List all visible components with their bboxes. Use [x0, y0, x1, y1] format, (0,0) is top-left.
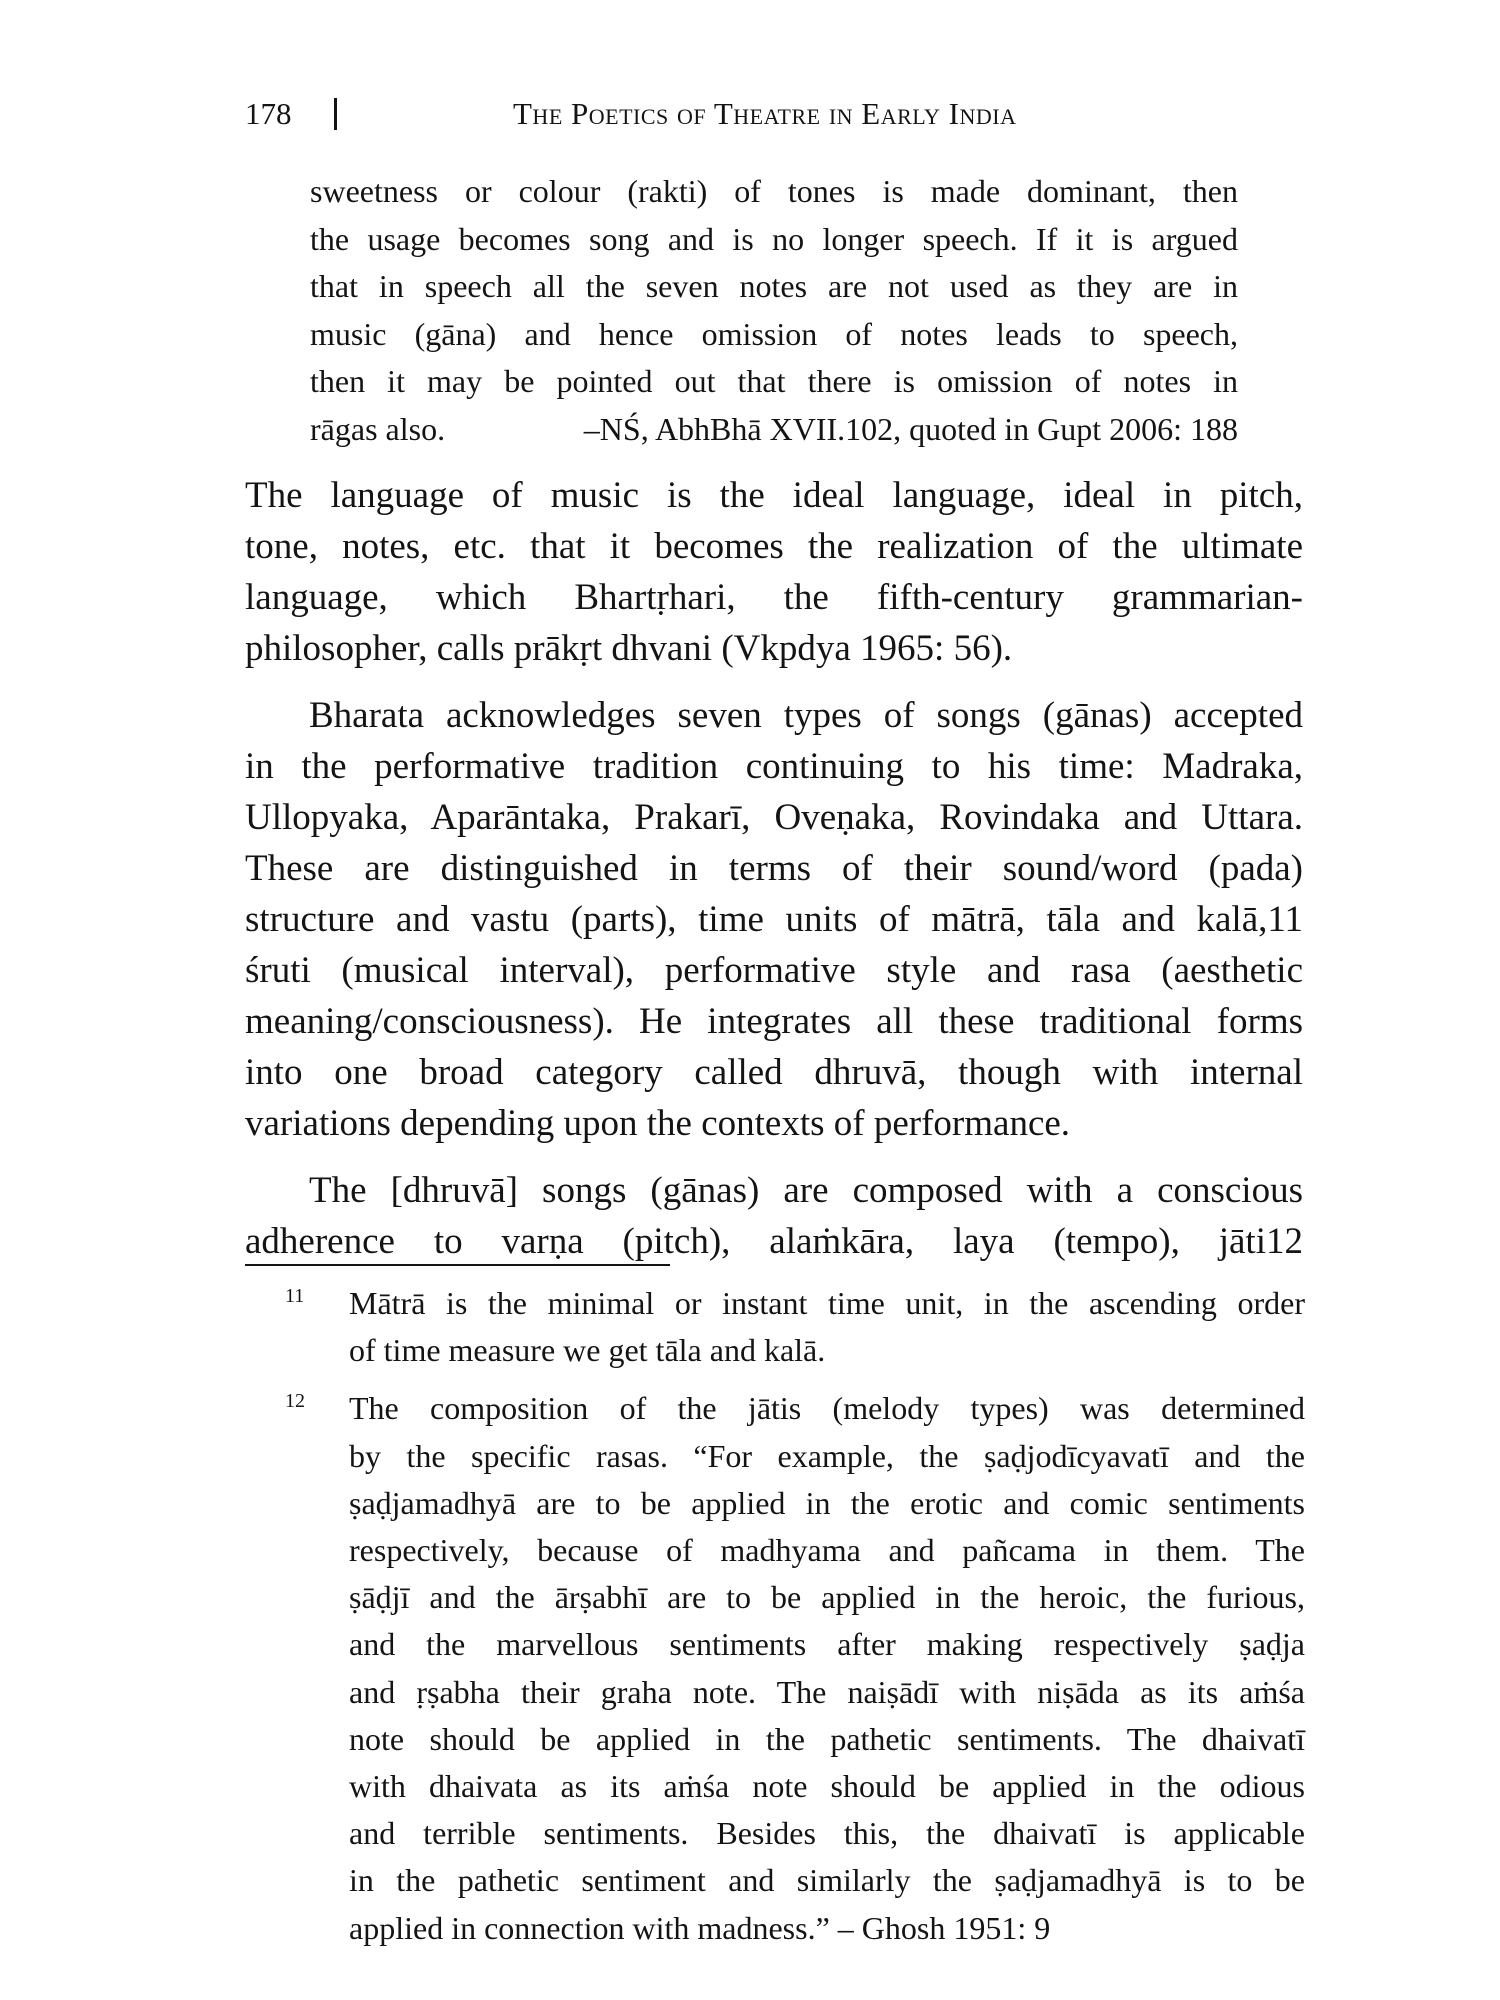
- footnote-number: 12: [285, 1390, 305, 1413]
- paragraph-2: [245, 690, 1303, 1149]
- footnote-line: note should be applied in the pathetic sentiments. The dhaivatī: [349, 1720, 1305, 1757]
- footnote-line: in the pathetic sentiment and similarly the ṣaḍjamadhyā is to be: [349, 1862, 1305, 1899]
- footnote-line: and terrible sentiments. Besides this, the dhaivatī is applicable: [349, 1815, 1305, 1852]
- footnote-12: [245, 1385, 1305, 1951]
- footnote-number: 11: [285, 1285, 305, 1307]
- header-divider: [334, 98, 337, 130]
- page-header: [245, 92, 1305, 136]
- text-line: Ullopyaka, Aparāntaka, Prakarī, Oveṇaka, Rovindaka and Uttara.: [245, 797, 1303, 838]
- paragraph-3: [245, 1165, 1303, 1267]
- footnote-11: [245, 1280, 1305, 1374]
- footnote-line: respectively, because of madhyama and pañcama in them. The: [349, 1532, 1305, 1569]
- text-line: śruti (musical interval), performative style and rasa (aesthetic: [245, 950, 1303, 991]
- quote-last-line: [310, 406, 1238, 454]
- page-number: 178: [245, 96, 292, 131]
- text-line: adherence to varṇa (pitch), alaṁkāra, laya (tempo), jāti12: [245, 1221, 1303, 1262]
- quote-line: that in speech all the seven notes are not used as they are in: [310, 268, 1238, 304]
- paragraph-1: [245, 470, 1303, 674]
- footnote-line: Mātrā is the minimal or instant time unit, in the ascending order: [349, 1285, 1305, 1321]
- text-line: structure and vastu (parts), time units of mātrā, tāla and kalā,11: [245, 899, 1303, 940]
- quote-citation: –NŚ, AbhBhā XVII.102, quoted in Gupt 2006: 188: [583, 410, 1238, 447]
- footnote-line: applied in connection with madness.” – Ghosh 1951: 9: [349, 1909, 1051, 1946]
- footnote-line: by the specific rasas. “For example, the ṣaḍjodīcyavatī and the: [349, 1437, 1305, 1474]
- text-line: in the performative tradition continuing to his time: Madraka,: [245, 746, 1303, 787]
- footnote-line: and ṛṣabha their graha note. The naiṣādī with niṣāda as its aṁśa: [349, 1673, 1305, 1710]
- text-line: tone, notes, etc. that it becomes the realization of the ultimate: [245, 526, 1303, 567]
- text-line: These are distinguished in terms of their sound/word (pada): [245, 848, 1303, 889]
- quote-line: sweetness or colour (rakti) of tones is made dominant, then: [310, 173, 1238, 209]
- block-quote: [310, 168, 1238, 453]
- footnote-line: with dhaivata as its aṁśa note should be applied in the odious: [349, 1768, 1305, 1805]
- text-line: philosopher, calls prākṛt dhvani (Vkpdya 1965: 56).: [245, 628, 1013, 669]
- running-title: The Poetics of Theatre in Early India: [513, 96, 1017, 131]
- text-line: language, which Bhartṛhari, the fifth-century grammarian-: [245, 577, 1303, 618]
- text-line: into one broad category called dhruvā, though with internal: [245, 1052, 1303, 1093]
- quote-line: then it may be pointed out that there is omission of notes in: [310, 363, 1238, 399]
- text-line: The [dhruvā] songs (gānas) are composed with a conscious: [309, 1170, 1303, 1211]
- footnote-line: The composition of the jātis (melody types) was determined: [349, 1390, 1305, 1427]
- text-line: Bharata acknowledges seven types of songs (gānas) accepted: [309, 695, 1303, 736]
- footnote-line: of time measure we get tāla and kalā.: [349, 1332, 826, 1369]
- footnote-line: ṣaḍjamadhyā are to be applied in the erotic and comic sentiments: [349, 1484, 1305, 1521]
- quote-line: music (gāna) and hence omission of notes leads to speech,: [310, 315, 1238, 352]
- footnotes: [245, 1280, 1305, 1963]
- main-text: [245, 470, 1303, 1283]
- quote-line: the usage becomes song and is no longer speech. If it is argued: [310, 220, 1238, 257]
- quote-tail: rāgas also.: [310, 410, 446, 447]
- text-line: meaning/consciousness). He integrates all these traditional forms: [245, 1001, 1303, 1042]
- text-line: variations depending upon the contexts of performance.: [245, 1103, 1071, 1144]
- footnote-line: ṣāḍjī and the ārṣabhī are to be applied in the heroic, the furious,: [349, 1579, 1305, 1616]
- footnote-rule: [245, 1264, 670, 1266]
- footnote-line: and the marvellous sentiments after making respectively ṣaḍja: [349, 1626, 1305, 1663]
- text-line: The language of music is the ideal language, ideal in pitch,: [245, 475, 1303, 516]
